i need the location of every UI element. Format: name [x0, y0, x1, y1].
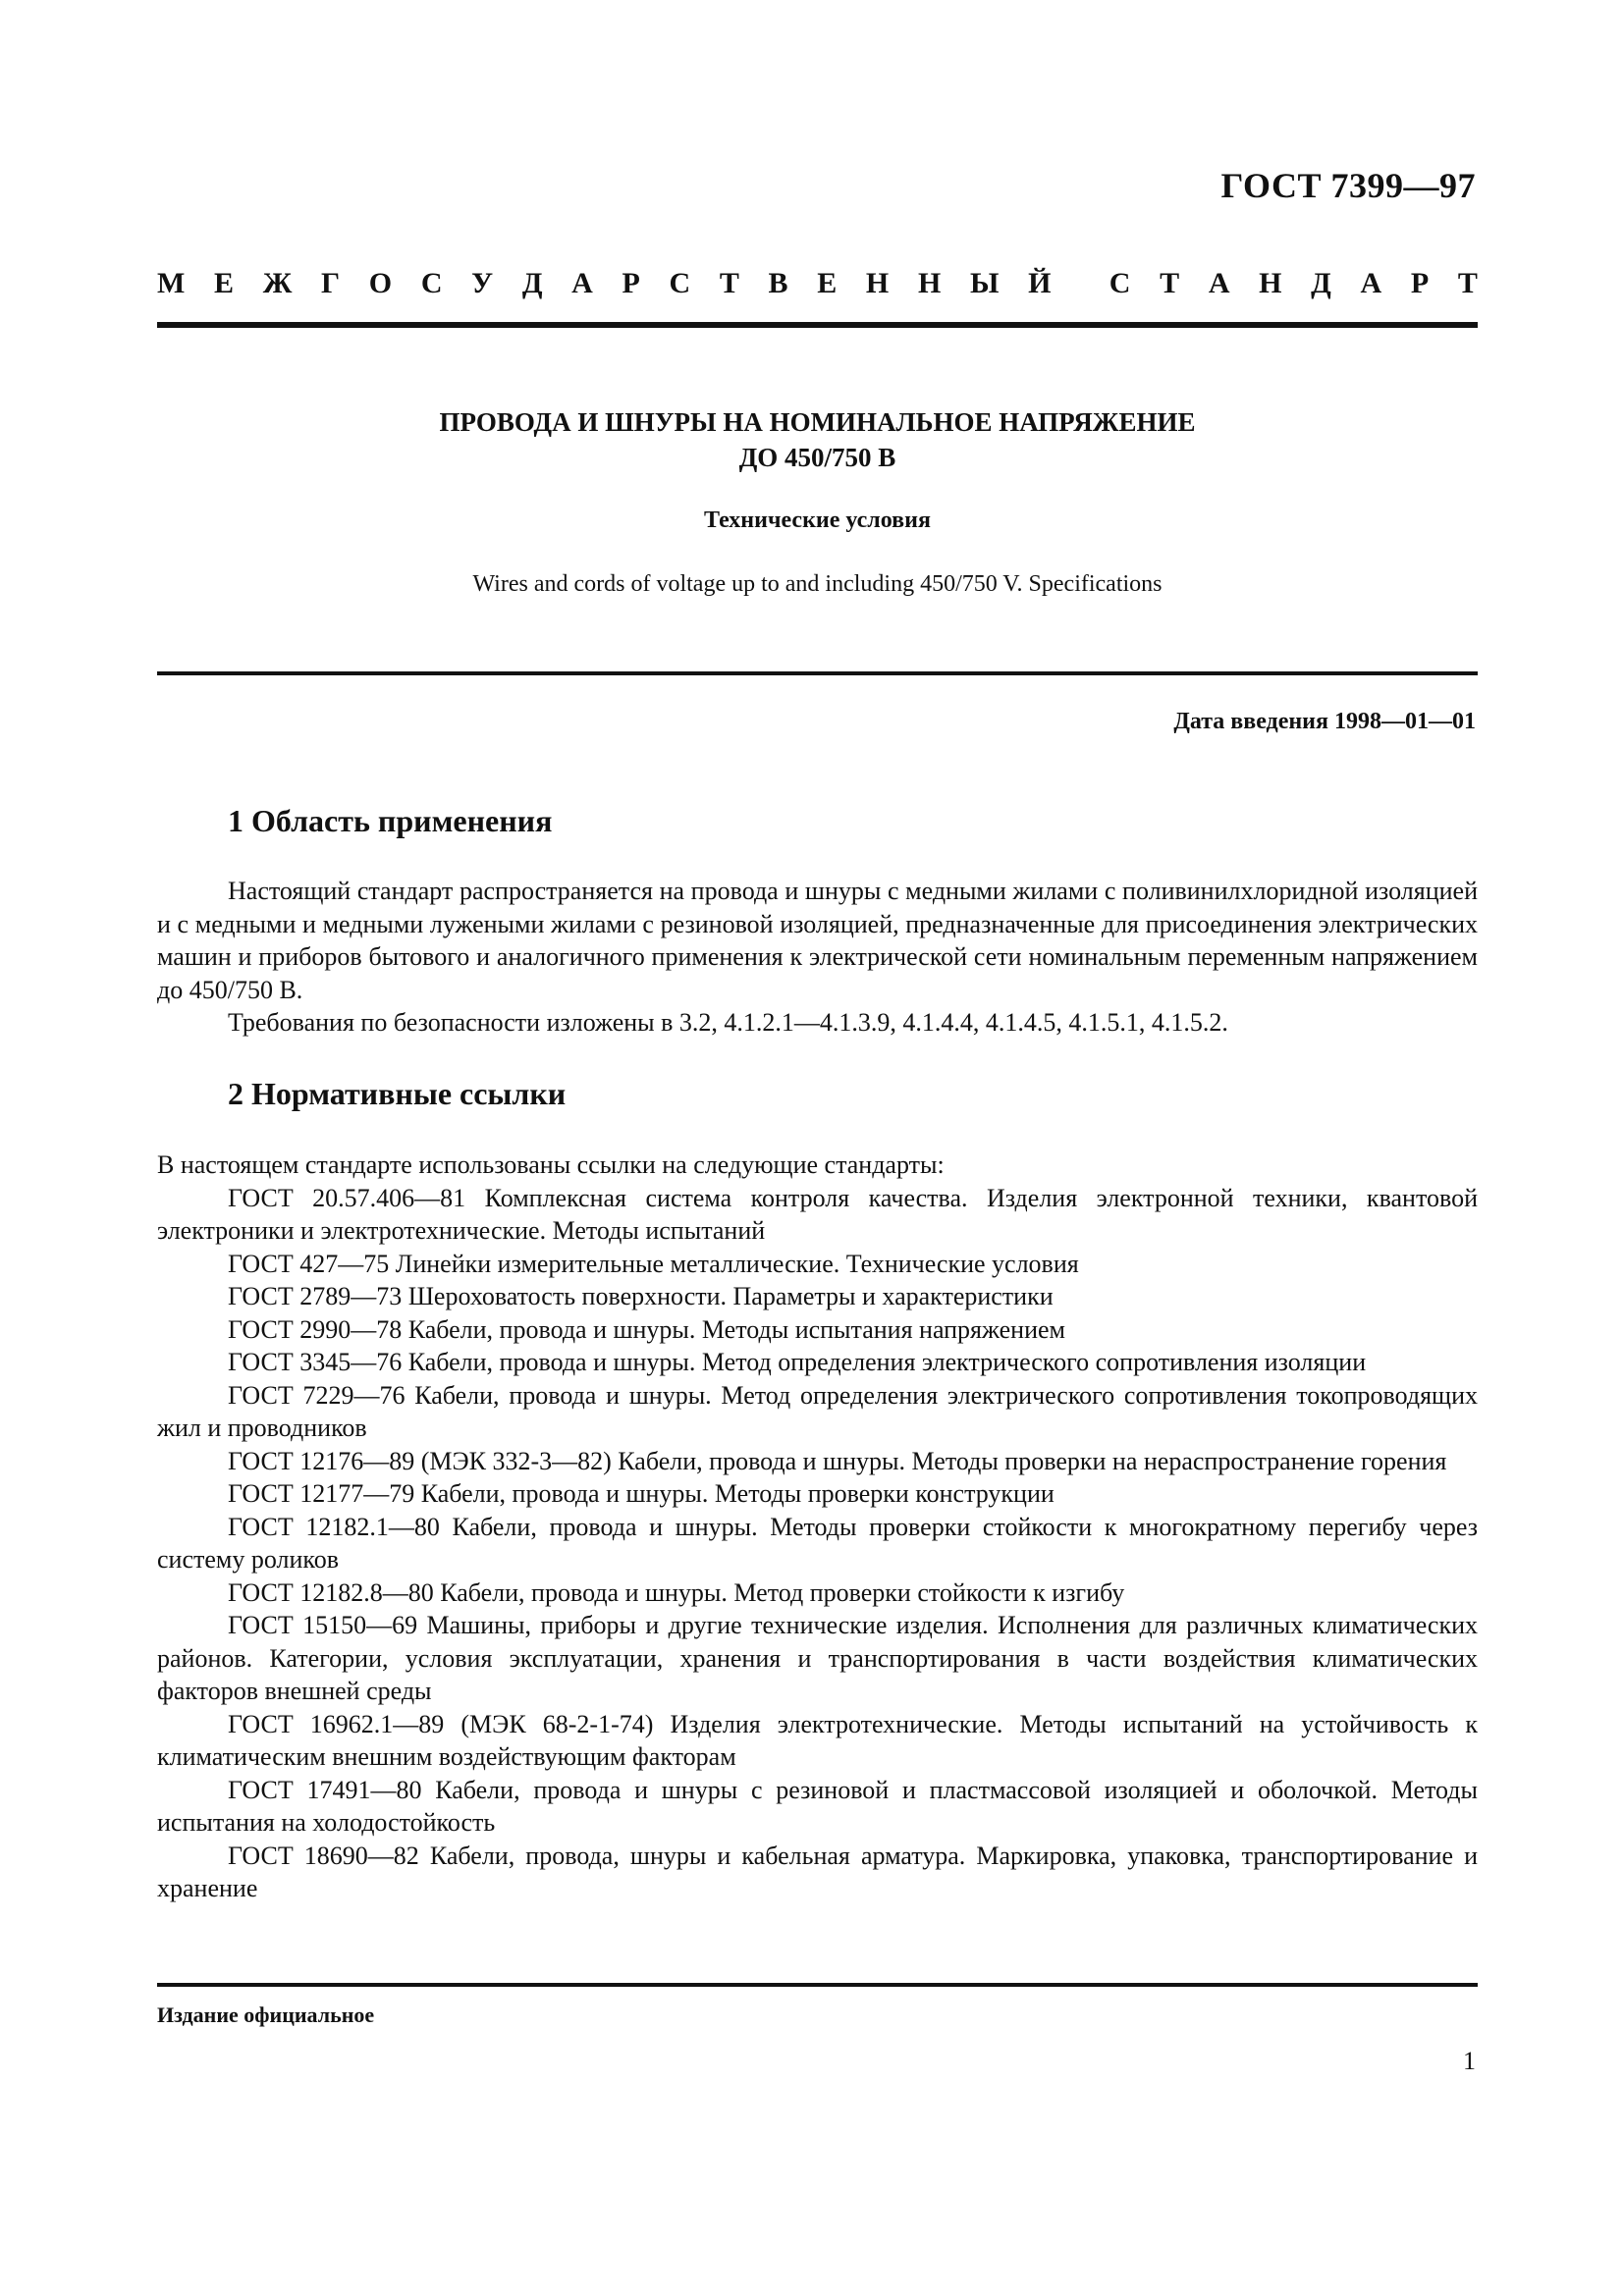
- standard-type-letter: Г: [321, 267, 341, 299]
- references-intro: В настоящем стандарте использованы ссылки на следующие стандарты:: [157, 1150, 945, 1179]
- english-title: Wires and cords of voltage up to and including 450/750 V. Specifications: [472, 571, 1163, 597]
- title-line-2: ДО 450/750 В: [738, 443, 896, 472]
- reference-item: ГОСТ 17491—80 Кабели, провода и шнуры с резиновой и пластмассовой изоляцией и оболочкой. Методы испытания на холодостойкость: [157, 1775, 1478, 1837]
- standard-type-letter: Д: [521, 267, 543, 299]
- standard-type-letter: Ы: [969, 267, 1000, 299]
- document-subtitle: Технические условия: [704, 507, 931, 533]
- reference-item: ГОСТ 18690—82 Кабели, провода, шнуры и кабельная арматура. Маркировка, упаковка, транспортирование и хранение: [157, 1841, 1478, 1902]
- section-2-heading: 2 Нормативные ссылки: [228, 1076, 567, 1111]
- standard-type-letter: А: [1360, 267, 1382, 299]
- standard-type-letter: О: [368, 267, 393, 299]
- title-rule: [157, 671, 1478, 675]
- introduction-date: Дата введения 1998—01—01: [1173, 709, 1476, 734]
- document-title: [157, 404, 1478, 475]
- standard-type-letter: А: [1208, 267, 1230, 299]
- standard-type-letter: Н: [865, 267, 890, 299]
- reference-item: ГОСТ 2990—78 Кабели, провода и шнуры. Методы испытания напряжением: [228, 1314, 1065, 1344]
- standard-type-letter: Т: [1457, 267, 1478, 299]
- reference-item: ГОСТ 7229—76 Кабели, провода и шнуры. Метод определения электрического сопротивления токопроводящих жил и проводников: [157, 1380, 1478, 1442]
- standard-type-letter: Е: [817, 267, 838, 299]
- standard-type-letter: С: [669, 267, 691, 299]
- document-number: ГОСТ 7399—97: [1220, 166, 1476, 205]
- reference-item: ГОСТ 427—75 Линейки измерительные металлические. Технические условия: [228, 1249, 1079, 1278]
- standard-type-letter: Т: [1160, 267, 1180, 299]
- reference-item: ГОСТ 12182.1—80 Кабели, провода и шнуры. Методы проверки стойкости к многократному перегибу через систему роликов: [157, 1512, 1478, 1574]
- standard-type-letter: В: [768, 267, 788, 299]
- section-1-paragraph: Требования по безопасности изложены в 3.2, 4.1.2.1—4.1.3.9, 4.1.4.4, 4.1.4.5, 4.1.5.1, 4.1.5.2.: [228, 1008, 1228, 1037]
- standard-type-letter: У: [471, 267, 494, 299]
- page-number: 1: [1463, 2047, 1476, 2075]
- reference-item: ГОСТ 20.57.406—81 Комплексная система контроля качества. Изделия электронной техники, квантовой электроники и электротехнические. Методы испытаний: [157, 1183, 1478, 1245]
- standard-type-letter: Н: [1259, 267, 1282, 299]
- standard-type-letter: С: [1109, 267, 1131, 299]
- reference-item: ГОСТ 12176—89 (МЭК 332-3—82) Кабели, провода и шнуры. Методы проверки на нераспространение горения: [228, 1446, 1447, 1475]
- standard-type-letter: А: [571, 267, 593, 299]
- footer-rule: [157, 1983, 1478, 1987]
- section-1-body: [157, 875, 1478, 1040]
- reference-item: ГОСТ 3345—76 Кабели, провода и шнуры. Метод определения электрического сопротивления изоляции: [228, 1348, 1367, 1376]
- section-2-body: [157, 1148, 1478, 1905]
- section-1-heading: 1 Область применения: [228, 803, 553, 838]
- title-line-1: ПРОВОДА И ШНУРЫ НА НОМИНАЛЬНОЕ НАПРЯЖЕНИЕ: [439, 407, 1196, 437]
- standard-type-letter: Е: [214, 267, 235, 299]
- reference-item: ГОСТ 12182.8—80 Кабели, провода и шнуры. Метод проверки стойкости к изгибу: [228, 1577, 1125, 1607]
- standard-type-letter: С: [420, 267, 443, 299]
- standard-type-letter: Т: [719, 267, 739, 299]
- standard-type-letter: Ж: [262, 267, 293, 299]
- official-edition-label: Издание официальное: [157, 2002, 375, 2027]
- standard-type-letter: Д: [1311, 267, 1331, 299]
- standard-type-letter: Н: [917, 267, 942, 299]
- standard-type-letter: Й: [1028, 267, 1052, 299]
- reference-item: ГОСТ 12177—79 Кабели, провода и шнуры. Методы проверки конструкции: [228, 1479, 1055, 1508]
- standard-type-letter: М: [157, 267, 186, 299]
- standard-type-letter: Р: [1410, 267, 1430, 299]
- header-rule: [157, 322, 1478, 328]
- standard-type-letter: Р: [622, 267, 640, 299]
- reference-item: ГОСТ 16962.1—89 (МЭК 68-2-1-74) Изделия электротехнические. Методы испытаний на устойчивость к климатическим внешним воздействующим факторам: [157, 1709, 1478, 1771]
- reference-item: ГОСТ 15150—69 Машины, приборы и другие технические изделия. Исполнения для различных климатических районов. Категории, условия эксплуатации, хранения и транспортирования в части воздействия климатических факторов внешней среды: [157, 1611, 1478, 1705]
- standard-type-heading: [157, 267, 1478, 300]
- reference-item: ГОСТ 2789—73 Шероховатость поверхности. Параметры и характеристики: [228, 1282, 1054, 1310]
- section-1-paragraph: Настоящий стандарт распространяется на провода и шнуры с медными жилами с поливинилхлоридной изоляцией и с медными и медными лужеными жилами с резиновой изоляцией, предназначенные для присоединения электрических машин и приборов бытового и аналогичного применения к электрической сети номинальным переменным напряжением до 450/750 В.: [157, 877, 1478, 1004]
